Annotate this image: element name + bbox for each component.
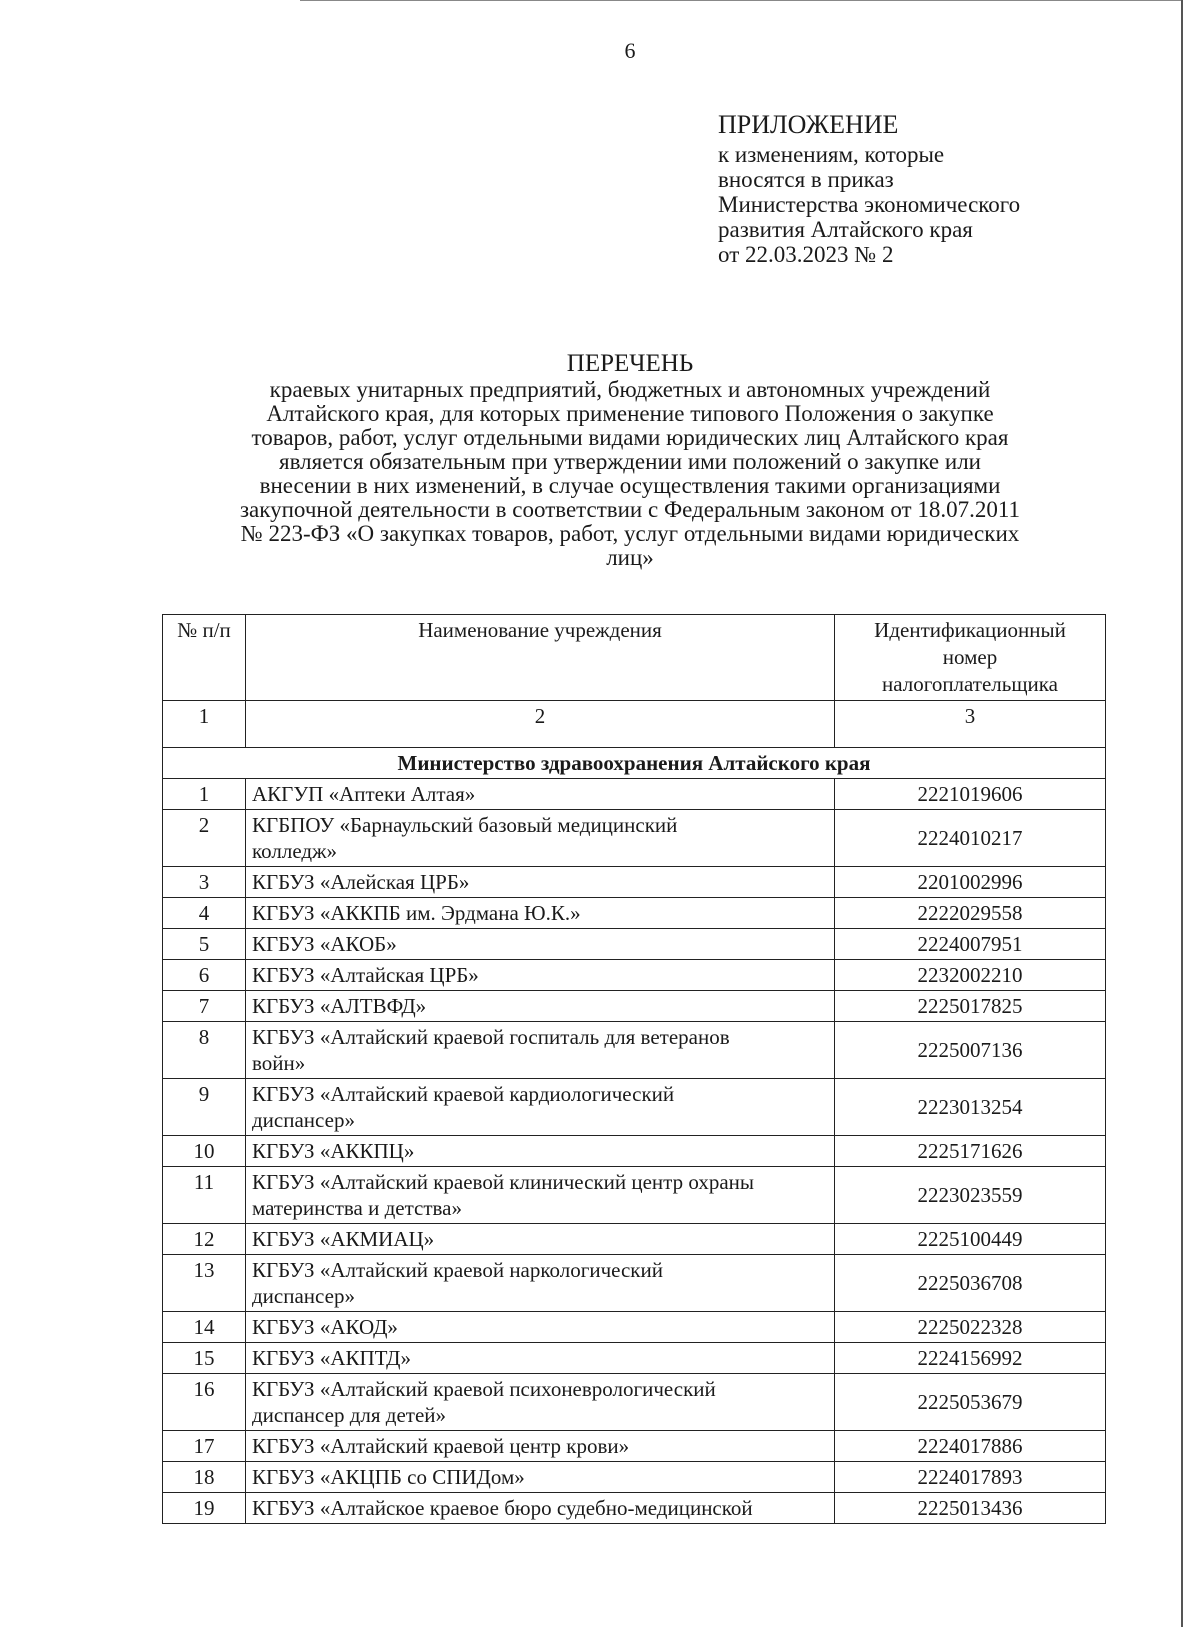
institution-name-line: КГБУЗ «Алтайская ЦРБ»: [252, 963, 479, 987]
table-row: [163, 898, 1106, 929]
appendix-line: от 22.03.2023 № 2: [718, 242, 894, 267]
taxpayer-id: 2224017893: [835, 1462, 1106, 1493]
taxpayer-id: 2201002996: [835, 867, 1106, 898]
taxpayer-id: 2225013436: [835, 1493, 1106, 1524]
appendix-title: ПРИЛОЖЕНИЕ: [718, 110, 899, 139]
table-row: [163, 1136, 1106, 1167]
taxpayer-id: 2225007136: [835, 1022, 1106, 1079]
page-number: 6: [624, 38, 636, 63]
table-row: [163, 1022, 1106, 1079]
row-number: 4: [163, 898, 246, 929]
table-row: [163, 1374, 1106, 1431]
table-row: [163, 1312, 1106, 1343]
row-number: 11: [163, 1167, 246, 1224]
taxpayer-id: 2224156992: [835, 1343, 1106, 1374]
header-inn: [835, 615, 1106, 701]
institution-name: [246, 1374, 835, 1431]
institution-name-line: КГБУЗ «Алтайское краевое бюро судебно-медицинской: [252, 1496, 753, 1520]
table-body: [163, 701, 1106, 1524]
row-number: 10: [163, 1136, 246, 1167]
institution-name-line: диспансер для детей»: [252, 1403, 447, 1427]
institution-name: [246, 1343, 835, 1374]
taxpayer-id: 2223013254: [835, 1079, 1106, 1136]
institution-name: [246, 960, 835, 991]
row-number: 13: [163, 1255, 246, 1312]
row-number: 2: [163, 810, 246, 867]
row-number: 14: [163, 1312, 246, 1343]
institution-name-line: КГБУЗ «АКОБ»: [252, 932, 397, 956]
row-number: 15: [163, 1343, 246, 1374]
table-row: [163, 1493, 1106, 1524]
row-number: 12: [163, 1224, 246, 1255]
institution-name-line: КГБУЗ «Алтайский краевой центр крови»: [252, 1434, 630, 1458]
appendix-line: развития Алтайского края: [718, 217, 973, 242]
institution-name-line: КГБУЗ «Алтайский краевой госпиталь для ветеранов: [252, 1025, 730, 1049]
institution-name-line: КГБУЗ «Алтайский краевой клинический центр охраны: [252, 1170, 755, 1194]
row-number: 6: [163, 960, 246, 991]
page-edge-top: [300, 0, 1183, 1]
institution-name-line: КГБУЗ «АЛТВФД»: [252, 994, 427, 1018]
institution-name-line: диспансер»: [252, 1108, 355, 1132]
institution-name: [246, 1431, 835, 1462]
appendix-block: [718, 110, 1020, 267]
table-header-row: [163, 615, 1106, 701]
appendix-line: к изменениям, которые: [718, 142, 945, 167]
institution-name-line: КГБУЗ «Алтайский краевой наркологический: [252, 1258, 663, 1282]
column-number: 2: [246, 701, 835, 748]
table-row: [163, 1462, 1106, 1493]
institution-name-line: КГБУЗ «АККПЦ»: [252, 1139, 415, 1163]
institution-name: [246, 991, 835, 1022]
taxpayer-id: 2225017825: [835, 991, 1106, 1022]
institution-name: [246, 1493, 835, 1524]
taxpayer-id: 2224017886: [835, 1431, 1106, 1462]
table-row: [163, 1079, 1106, 1136]
list-title-line: лиц»: [606, 545, 654, 570]
list-title-line: товаров, работ, услуг отдельными видами юридических лиц Алтайского края: [251, 425, 1009, 450]
taxpayer-id: 2221019606: [835, 779, 1106, 810]
row-number: 9: [163, 1079, 246, 1136]
column-number: 1: [163, 701, 246, 748]
taxpayer-id: 2225171626: [835, 1136, 1106, 1167]
institution-name-line: КГБПОУ «Барнаульский базовый медицинский: [252, 813, 678, 837]
appendix-line: Министерства экономического: [718, 192, 1021, 217]
taxpayer-id: 2232002210: [835, 960, 1106, 991]
taxpayer-id: 2224010217: [835, 810, 1106, 867]
table-row: [163, 1343, 1106, 1374]
institution-name: [246, 898, 835, 929]
table-row: [163, 1167, 1106, 1224]
list-title-block: [180, 350, 1080, 570]
row-number: 19: [163, 1493, 246, 1524]
table-row: [163, 960, 1106, 991]
institution-name-line: КГБУЗ «Алтайский краевой кардиологический: [252, 1082, 675, 1106]
header-num: № п/п: [163, 615, 246, 701]
group-title: Министерство здравоохранения Алтайского края: [163, 748, 1106, 779]
institution-name: [246, 929, 835, 960]
institution-name: [246, 1167, 835, 1224]
header-inn-line: Идентификационный: [874, 618, 1066, 642]
list-title-line: закупочной деятельности в соответствии с Федеральным законом от 18.07.2011: [239, 497, 1021, 522]
header-inn-line: налогоплательщика: [882, 672, 1058, 696]
institution-name-line: КГБУЗ «Алтайский краевой психоневрологический: [252, 1377, 716, 1401]
institution-name: [246, 1136, 835, 1167]
list-title-line: Алтайского края, для которых применение типового Положения о закупке: [266, 401, 994, 426]
institution-name-line: колледж»: [252, 839, 338, 863]
institution-name-line: КГБУЗ «АКПТД»: [252, 1346, 411, 1370]
taxpayer-id: 2224007951: [835, 929, 1106, 960]
institution-name-line: КГБУЗ «АКМИАЦ»: [252, 1227, 435, 1251]
institution-name: [246, 1079, 835, 1136]
table-row: [163, 1431, 1106, 1462]
institution-name: [246, 1255, 835, 1312]
row-number: 3: [163, 867, 246, 898]
institution-name-line: КГБУЗ «АККПБ им. Эрдмана Ю.К.»: [252, 901, 581, 925]
institutions-table: [162, 614, 1106, 1524]
institution-name: [246, 867, 835, 898]
institution-name: [246, 1224, 835, 1255]
institution-name-line: материнства и детства»: [252, 1196, 462, 1220]
institution-name: [246, 1022, 835, 1079]
table-row: [163, 779, 1106, 810]
list-title-lines: [180, 378, 1080, 570]
column-number: 3: [835, 701, 1106, 748]
header-name: Наименование учреждения: [246, 615, 835, 701]
row-number: 5: [163, 929, 246, 960]
institution-name-line: КГБУЗ «АКОД»: [252, 1315, 398, 1339]
list-title-line: № 223-ФЗ «О закупках товаров, работ, услуг отдельными видами юридических: [240, 521, 1020, 546]
institution-name-line: войн»: [252, 1051, 306, 1075]
table-row: [163, 1255, 1106, 1312]
appendix-line: вносятся в приказ: [718, 167, 894, 192]
row-number: 16: [163, 1374, 246, 1431]
institution-name-line: АКГУП «Аптеки Алтая»: [252, 782, 476, 806]
list-title-line: является обязательным при утверждении ими положений о закупке или: [279, 449, 981, 474]
row-number: 18: [163, 1462, 246, 1493]
taxpayer-id: 2225036708: [835, 1255, 1106, 1312]
institution-name: [246, 1462, 835, 1493]
table-row: [163, 867, 1106, 898]
taxpayer-id: 2225100449: [835, 1224, 1106, 1255]
taxpayer-id: 2222029558: [835, 898, 1106, 929]
table-row: [163, 810, 1106, 867]
list-title-line: краевых унитарных предприятий, бюджетных и автономных учреждений: [269, 377, 991, 402]
table-row: [163, 991, 1106, 1022]
group-row: [163, 748, 1106, 779]
appendix-lines: [718, 142, 1020, 267]
list-title-line: внесении в них изменений, в случае осуществления такими организациями: [259, 473, 1001, 498]
row-number: 17: [163, 1431, 246, 1462]
column-number-row: [163, 701, 1106, 748]
taxpayer-id: 2225022328: [835, 1312, 1106, 1343]
institution-name-line: диспансер»: [252, 1284, 355, 1308]
institution-name: [246, 810, 835, 867]
taxpayer-id: 2225053679: [835, 1374, 1106, 1431]
institution-name-line: КГБУЗ «АКЦПБ со СПИДом»: [252, 1465, 525, 1489]
page-edge-right: [1181, 0, 1183, 1627]
row-number: 7: [163, 991, 246, 1022]
institution-name: [246, 1312, 835, 1343]
taxpayer-id: 2223023559: [835, 1167, 1106, 1224]
table-row: [163, 929, 1106, 960]
institution-name: [246, 779, 835, 810]
table-row: [163, 1224, 1106, 1255]
row-number: 8: [163, 1022, 246, 1079]
list-heading: ПЕРЕЧЕНЬ: [566, 350, 694, 377]
institution-name-line: КГБУЗ «Алейская ЦРБ»: [252, 870, 470, 894]
header-inn-line: номер: [942, 645, 998, 669]
row-number: 1: [163, 779, 246, 810]
